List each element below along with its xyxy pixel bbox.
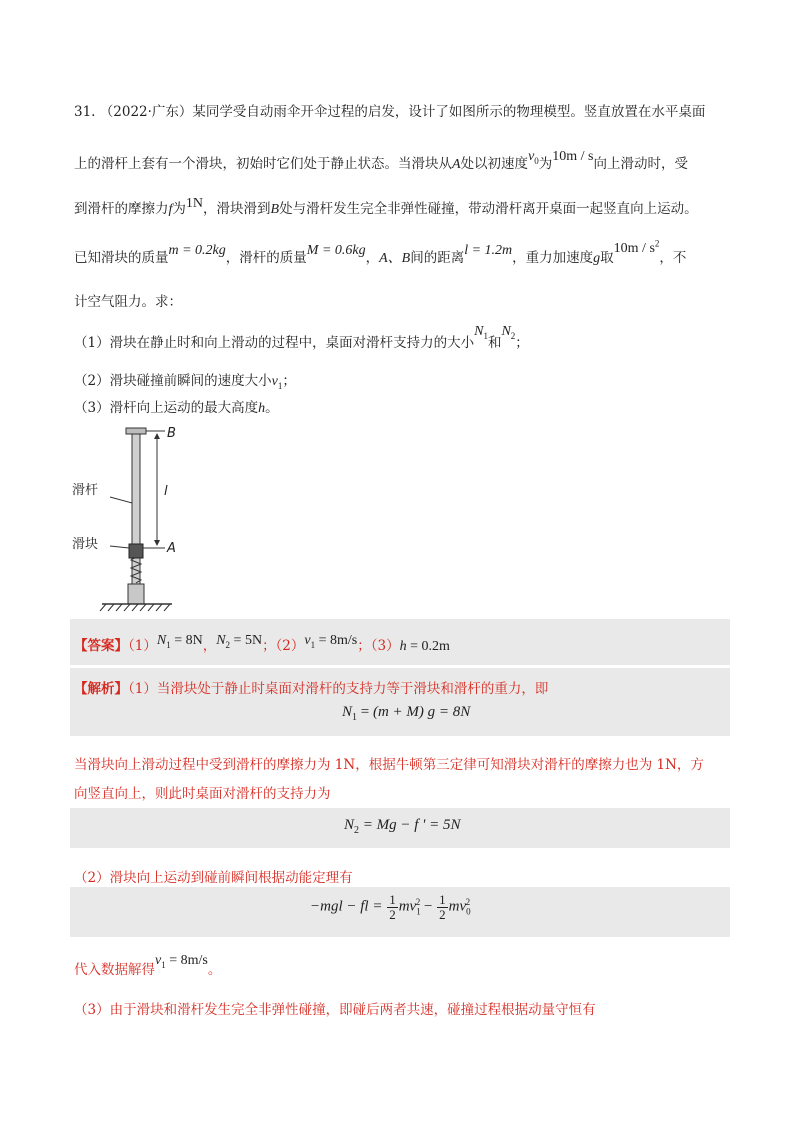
slider-rod-figure <box>70 420 210 615</box>
analysis-line-5: 代入数据解得$v_1 = 8m/s$。 <box>74 953 222 978</box>
slider-block <box>129 544 143 558</box>
v1-symbol: $v_1$ <box>271 374 283 391</box>
M-equation: M = 0.6kg <box>306 243 366 258</box>
question-line-5: 计空气阻力。求： <box>74 294 182 310</box>
v0-symbol: $v_0$ <box>528 149 539 166</box>
equation-3: −mgl − fl = $\frac{1}{2}$ $mv_1^2$ − $\frac{1}{2}$ $mv_0^2$ <box>310 892 471 922</box>
question-part-3: （3）滑杆向上运动的最大高度h。 <box>74 400 279 416</box>
label-B: B <box>167 426 176 441</box>
f-value: 1N <box>185 196 204 211</box>
answer-h: h = 0.2m <box>399 639 450 654</box>
v0-value: 10m / s <box>552 149 594 164</box>
label-A: A <box>167 541 176 556</box>
N2-symbol: $N_2$ <box>501 324 516 341</box>
g-value: $10m / s^2$ <box>613 238 660 256</box>
analysis-line-2: 当滑块向上滑动过程中受到滑杆的摩擦力为 1N，根据牛顿第三定律可知滑块对滑杆的摩擦力也为 1N，方 <box>74 757 704 773</box>
question-part-1: （1）滑块在静止时和向上滑动的过程中，桌面对滑杆支持力的大小$N_1$和$N_2$； <box>74 324 529 351</box>
question-line-3: 到滑杆的摩擦力f为1N，滑块滑到B处与滑杆发生完全非弹性碰撞，带动滑杆离开桌面一起竖直向上运动。 <box>74 196 698 217</box>
question-line-4: 已知滑块的质量m = 0.2kg，滑杆的质量M = 0.6kg，A、B间的距离l = 1.2m，重力加速度g取$10m / s^2$，不 <box>74 238 687 266</box>
rod-base <box>128 584 144 604</box>
answer-line: 【答案】$(1)N_1 = 8N$，$N_2 = 5N$；$(2)v_1 = 8m/s$；（3）h = 0.2m <box>74 633 450 654</box>
equation-2: $N_2 = Mg - f$ ' = 5N <box>344 817 461 836</box>
analysis-line-4: （2）滑块向上运动到碰前瞬间根据动能定理有 <box>74 870 353 886</box>
question-line-1: 31. （2022·广东）某同学受自动雨伞开伞过程的启发，设计了如图所示的物理模型。竖直放置在水平桌面 <box>74 104 706 120</box>
label-l: l <box>164 484 168 499</box>
analysis-line-3: 向竖直向上，则此时桌面对滑杆的支持力为 <box>74 786 331 802</box>
l-equation: l = 1.2m <box>464 243 513 258</box>
m-equation: m = 0.2kg <box>168 243 226 258</box>
equation-1: $N_1 = (m + M) g = 8N$ <box>342 704 471 723</box>
analysis-line-6: （3）由于滑块和滑杆发生完全非弹性碰撞，即碰后两者共速，碰撞过程根据动量守恒有 <box>74 1002 596 1018</box>
answer-N2: $N_2 = 5N$ <box>216 633 263 650</box>
N1-symbol: $N_1$ <box>474 324 488 341</box>
label-block: 滑块 <box>72 537 99 552</box>
question-line-2: 上的滑杆上套有一个滑块，初始时它们处于静止状态。当滑块从A处以初速度$v_0$为10m / s向上滑动时，受 <box>74 149 689 172</box>
answer-N1: $N_1 = 8N$ <box>156 633 203 650</box>
analysis-line-1: 【解析】（1）当滑块处于静止时桌面对滑杆的支持力等于滑块和滑杆的重力，即 <box>74 681 549 697</box>
question-part-2: （2）滑块碰撞前瞬间的速度大小$v_1$； <box>74 373 296 391</box>
result-v1: $v_1 = 8m/s$ <box>155 953 208 970</box>
label-rod: 滑杆 <box>72 483 99 498</box>
rod-top-cap <box>126 428 146 434</box>
answer-v1: $v_1 = 8m/s$ <box>304 633 358 650</box>
